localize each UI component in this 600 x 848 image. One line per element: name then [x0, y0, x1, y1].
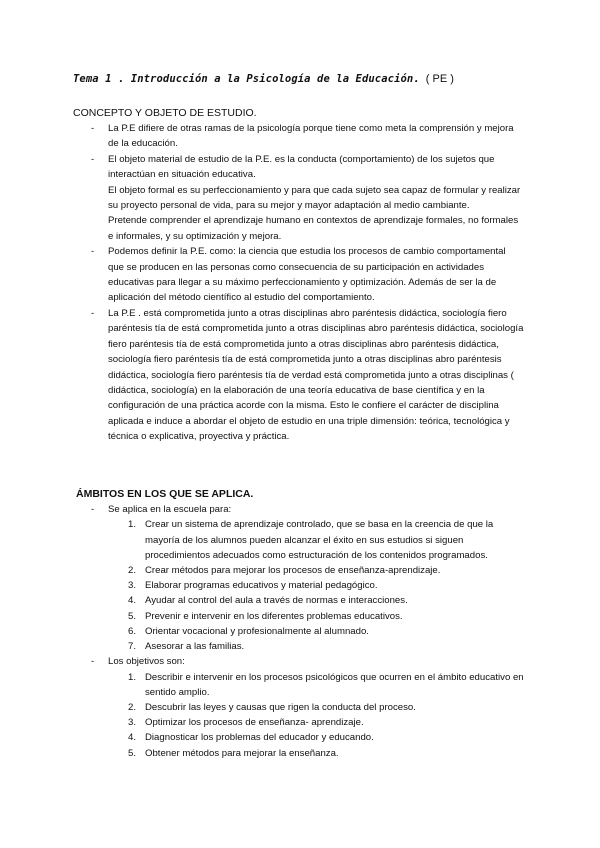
paragraph: - La P.E . está comprometida junto a otras disciplinas abro paréntesis didáctica, sociología fiero paréntesis tía de está comprometida junto a otras disciplinas abro paréntesis didáctica, sociología fiero paréntesis tía de está comprometida junto a otras disciplinas abro paréntesis didáctica, sociología fiero paréntesis tía de está comprometida junto a otras disciplinas abro paréntesis didáctica, sociología fiero paréntesis tía de verdad está comprometida junto a otras disciplinas ( didáctica, sociología) en la elaboración de una teoría educativa de base científica y en la configuración de una práctica acorde con la misma. Esto le confiere el carácter de disciplina aplicada e induce a abordar el objeto de estudio en una triple dimensión: teórica, tecnológica y técnica o explicativa, proyectiva y práctica.	[108, 307, 524, 443]
paragraph: - El objeto material de estudio de la P.E. es la conducta (comportamiento) de los sujetos que interactúan en situación educativa.	[108, 153, 495, 181]
title-main: Tema 1 . Introducción a la Psicología de la Educación.	[73, 73, 420, 85]
list-item	[0, 502, 600, 654]
concepto-bullet-list	[0, 121, 600, 445]
numbered-item: 1. Crear un sistema de aprendizaje controlado, que se basa en la creencia de que la mayoría de los alumnos pueden alcanzar el éxito en sus estudios si siguen procedimientos adecuados como estructuración de los contenidos programados.	[128, 519, 494, 561]
numbered-item: 6. Orientar vocacional y profesionalmente al alumnado.	[128, 625, 369, 637]
numbered-item: 4. Ayudar al control del aula a través de normas e interacciones.	[128, 595, 408, 607]
section-heading-concepto: CONCEPTO Y OBJETO DE ESTUDIO.	[73, 107, 257, 119]
section-heading-ambitos: ÁMBITOS EN LOS QUE SE APLICA.	[76, 488, 254, 500]
paragraph: - Podemos definir la P.E. como: la ciencia que estudia los procesos de cambio comportamental que se producen en las personas como consecuencia de su participación en actividades educativas para llegar a su máximo perfeccionamiento y optimización. Además de ser la de aplicación del método científico al estudio del comportamiento.	[108, 246, 506, 304]
bullet-label: - Los objetivos son:	[108, 656, 185, 668]
numbered-list-objetivos	[108, 670, 524, 761]
paragraph: - La P.E difiere de otras ramas de la psicología porque tiene como meta la comprensión y mejora de la educación.	[108, 123, 514, 150]
numbered-item: 4. Diagnosticar los problemas del educador y educando.	[128, 732, 374, 744]
paragraph: El objeto formal es su perfeccionamiento y para que cada sujeto sea capaz de formular y realizar su proyecto personal de vida, para su mejor y mayor adaptación al medio cambiante.	[108, 184, 521, 212]
paragraph: Pretende comprender el aprendizaje humano en contextos de aprendizaje formales, no formales e informales, y su optimización y mejora.	[108, 215, 519, 242]
numbered-item: 7. Asesorar a las familias.	[128, 641, 245, 653]
numbered-item: 3. Optimizar los procesos de enseñanza- aprendizaje.	[128, 717, 364, 729]
numbered-item: 3. Elaborar programas educativos y material pedagógico.	[128, 580, 378, 592]
bullet-label: - Se aplica en la escuela para:	[108, 504, 232, 515]
list-item	[0, 152, 600, 244]
numbered-item: 2. Crear métodos para mejorar los procesos de enseñanza-aprendizaje.	[128, 565, 441, 577]
numbered-item: 1. Describir e intervenir en los procesos psicológicos que ocurren en el ámbito educativo en sentido amplio.	[128, 671, 524, 698]
numbered-item: 5. Obtener métodos para mejorar la enseñanza.	[128, 747, 339, 759]
list-item	[0, 654, 600, 761]
list-item	[0, 306, 600, 445]
list-item	[0, 244, 600, 306]
title-suffix: ( PE )	[425, 73, 454, 85]
list-item	[0, 121, 600, 152]
document-title	[73, 73, 454, 85]
numbered-list-escuela	[108, 517, 524, 654]
ambitos-bullet-list	[0, 502, 600, 761]
numbered-item: 2. Descubrir las leyes y causas que rigen la conducta del proceso.	[128, 702, 416, 714]
numbered-item: 5. Prevenir e intervenir en los diferentes problemas educativos.	[128, 610, 403, 622]
